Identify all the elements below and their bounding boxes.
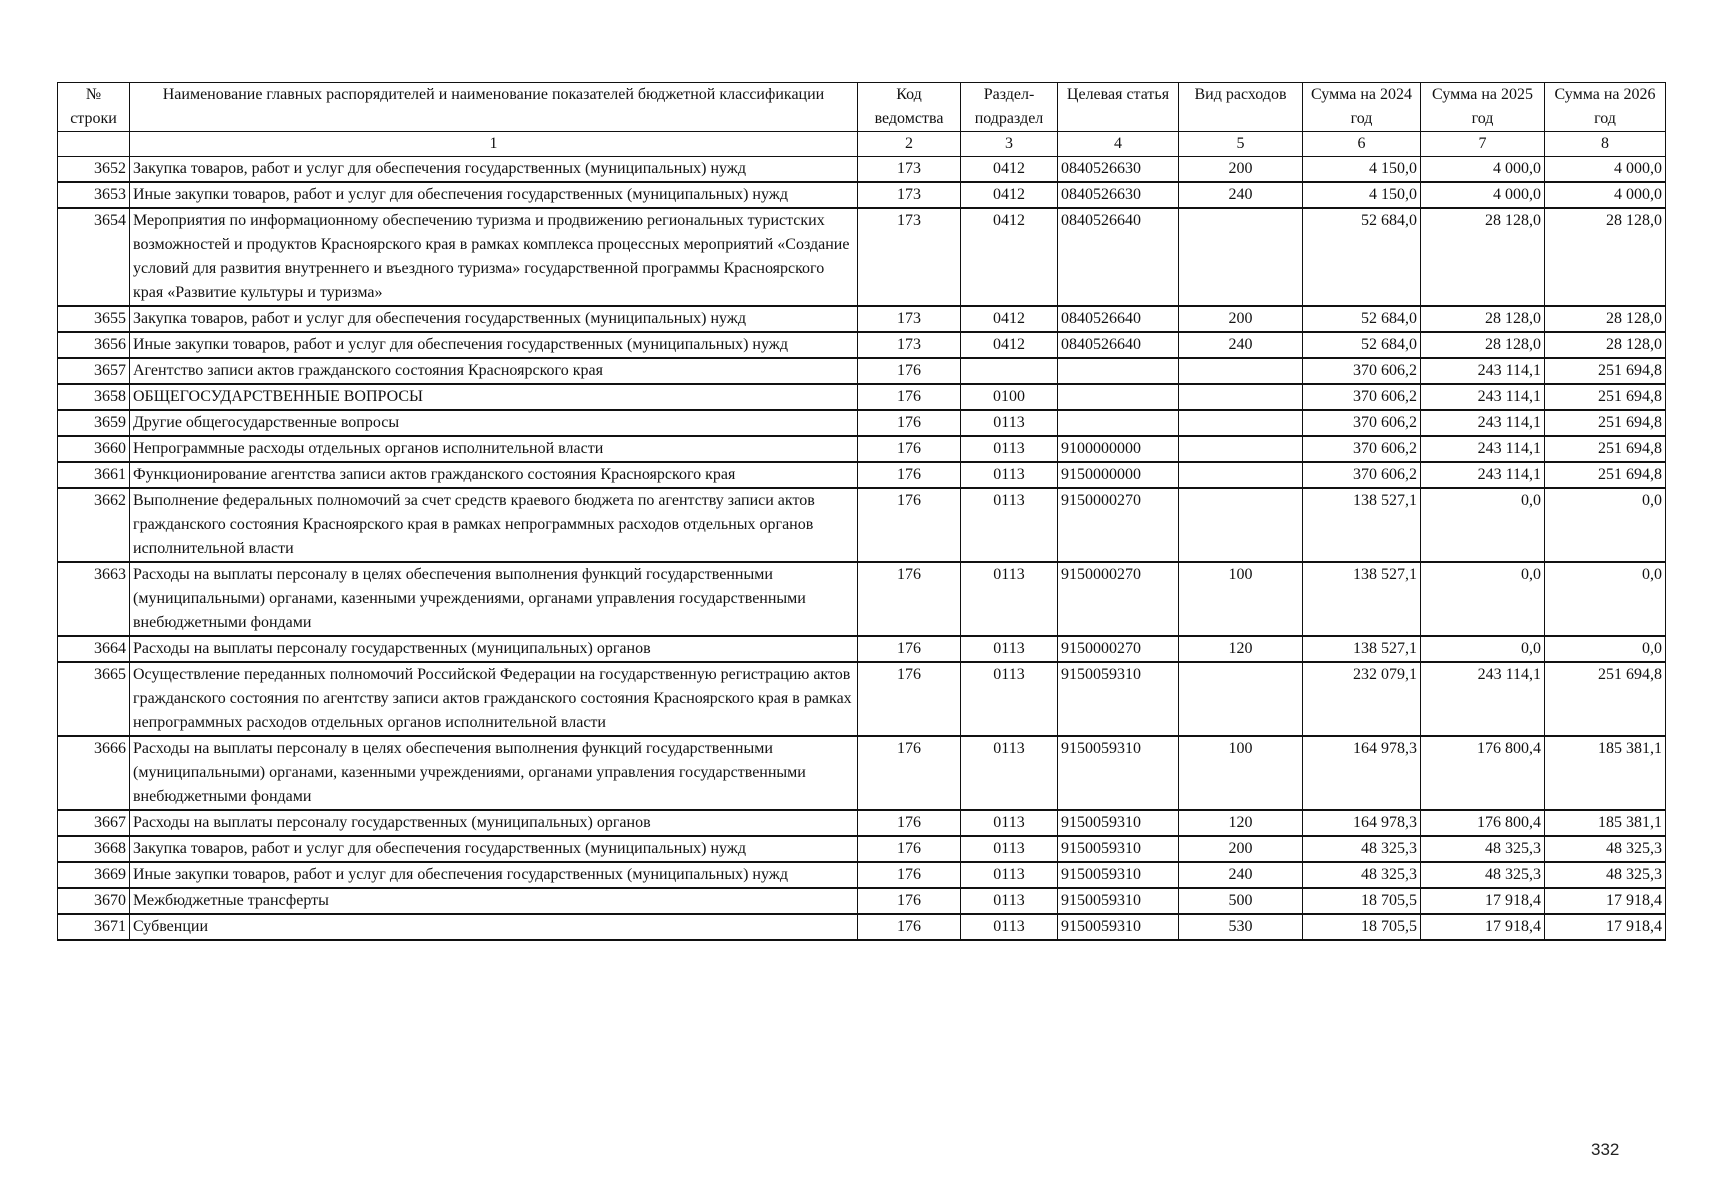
row-dept-code-cell: 173	[858, 157, 961, 183]
header-section: Раздел-подраздел	[961, 83, 1058, 132]
row-sum-2026-cell: 4 000,0	[1545, 182, 1666, 208]
row-dept-code-cell: 176	[858, 810, 961, 836]
row-name-cell: Мероприятия по информационному обеспечению туризма и продвижению региональных туристских возможностей и продуктов Красноярского края в рамках комплекса процессных мероприятий «Создание условий для развития внутреннего и въездного туризма» государственной программы Красноярского края «Развитие культуры и туризма»	[130, 208, 858, 306]
row-sum-2025-cell: 17 918,4	[1421, 888, 1545, 914]
table-row	[58, 836, 1666, 862]
row-kind-cell: 120	[1179, 810, 1303, 836]
column-number-row	[58, 132, 1666, 157]
row-number-cell: 3669	[58, 862, 130, 888]
row-kind-cell: 200	[1179, 306, 1303, 332]
row-target-cell	[1058, 384, 1179, 410]
row-sum-2025-cell: 243 114,1	[1421, 358, 1545, 384]
row-sum-2026-cell: 251 694,8	[1545, 384, 1666, 410]
row-name-cell: Непрограммные расходы отдельных органов исполнительной власти	[130, 436, 858, 462]
row-sum-2026-cell: 251 694,8	[1545, 662, 1666, 736]
row-sum-2024-cell: 164 978,3	[1303, 810, 1421, 836]
row-name-cell: Иные закупки товаров, работ и услуг для обеспечения государственных (муниципальных) нужд	[130, 332, 858, 358]
row-name-cell: ОБЩЕГОСУДАРСТВЕННЫЕ ВОПРОСЫ	[130, 384, 858, 410]
row-target-cell: 0840526640	[1058, 332, 1179, 358]
row-dept-code-cell: 176	[858, 562, 961, 636]
column-number: 4	[1058, 132, 1179, 157]
row-dept-code-cell: 176	[858, 736, 961, 810]
column-number: 1	[130, 132, 858, 157]
row-number-cell: 3658	[58, 384, 130, 410]
row-sum-2024-cell: 164 978,3	[1303, 736, 1421, 810]
row-target-cell: 0840526630	[1058, 157, 1179, 183]
row-number-cell: 3653	[58, 182, 130, 208]
row-target-cell: 9150059310	[1058, 662, 1179, 736]
row-name-cell: Агентство записи актов гражданского состояния Красноярского края	[130, 358, 858, 384]
row-sum-2024-cell: 48 325,3	[1303, 836, 1421, 862]
row-target-cell: 9150059310	[1058, 888, 1179, 914]
row-sum-2024-cell: 370 606,2	[1303, 436, 1421, 462]
row-section-cell: 0412	[961, 332, 1058, 358]
row-dept-code-cell: 176	[858, 462, 961, 488]
row-sum-2024-cell: 370 606,2	[1303, 358, 1421, 384]
row-section-cell: 0113	[961, 462, 1058, 488]
table-row	[58, 488, 1666, 562]
row-kind-cell	[1179, 436, 1303, 462]
row-sum-2024-cell: 370 606,2	[1303, 462, 1421, 488]
row-sum-2026-cell: 48 325,3	[1545, 836, 1666, 862]
row-sum-2026-cell: 28 128,0	[1545, 208, 1666, 306]
row-kind-cell: 200	[1179, 836, 1303, 862]
row-dept-code-cell: 176	[858, 410, 961, 436]
row-number-cell: 3668	[58, 836, 130, 862]
row-target-cell: 9150059310	[1058, 836, 1179, 862]
row-target-cell: 9150000270	[1058, 488, 1179, 562]
row-sum-2025-cell: 243 114,1	[1421, 662, 1545, 736]
row-dept-code-cell: 176	[858, 358, 961, 384]
row-sum-2024-cell: 370 606,2	[1303, 384, 1421, 410]
row-sum-2025-cell: 176 800,4	[1421, 810, 1545, 836]
row-number-cell: 3656	[58, 332, 130, 358]
row-name-cell: Другие общегосударственные вопросы	[130, 410, 858, 436]
row-dept-code-cell: 176	[858, 862, 961, 888]
row-number-cell: 3655	[58, 306, 130, 332]
row-sum-2026-cell: 251 694,8	[1545, 410, 1666, 436]
row-target-cell: 0840526640	[1058, 208, 1179, 306]
row-target-cell: 9150000270	[1058, 562, 1179, 636]
row-name-cell: Расходы на выплаты персоналу в целях обеспечения выполнения функций государственными (муниципальными) органами, казенными учреждениями, органами управления государственными внебюджетными фондами	[130, 736, 858, 810]
table-row	[58, 636, 1666, 662]
row-target-cell: 9150059310	[1058, 862, 1179, 888]
row-sum-2024-cell: 18 705,5	[1303, 888, 1421, 914]
row-section-cell: 0113	[961, 888, 1058, 914]
row-section-cell: 0113	[961, 736, 1058, 810]
row-sum-2025-cell: 243 114,1	[1421, 384, 1545, 410]
header-sum-2026: Сумма на 2026 год	[1545, 83, 1666, 132]
row-sum-2026-cell: 17 918,4	[1545, 888, 1666, 914]
table-row	[58, 332, 1666, 358]
table-row	[58, 888, 1666, 914]
row-dept-code-cell: 176	[858, 436, 961, 462]
row-number-cell: 3671	[58, 914, 130, 940]
row-sum-2026-cell: 185 381,1	[1545, 736, 1666, 810]
row-name-cell: Закупка товаров, работ и услуг для обеспечения государственных (муниципальных) нужд	[130, 306, 858, 332]
row-dept-code-cell: 176	[858, 488, 961, 562]
row-section-cell: 0113	[961, 436, 1058, 462]
table-row	[58, 436, 1666, 462]
row-sum-2024-cell: 4 150,0	[1303, 157, 1421, 183]
row-number-cell: 3663	[58, 562, 130, 636]
row-sum-2026-cell: 0,0	[1545, 488, 1666, 562]
row-sum-2026-cell: 251 694,8	[1545, 462, 1666, 488]
row-dept-code-cell: 176	[858, 914, 961, 940]
row-target-cell: 9100000000	[1058, 436, 1179, 462]
row-target-cell: 9150000270	[1058, 636, 1179, 662]
row-dept-code-cell: 173	[858, 182, 961, 208]
row-section-cell: 0113	[961, 562, 1058, 636]
row-target-cell	[1058, 358, 1179, 384]
column-number: 8	[1545, 132, 1666, 157]
row-number-cell: 3652	[58, 157, 130, 183]
row-number-cell: 3667	[58, 810, 130, 836]
row-target-cell: 0840526630	[1058, 182, 1179, 208]
column-number: 5	[1179, 132, 1303, 157]
budget-table	[57, 82, 1666, 941]
row-kind-cell: 120	[1179, 636, 1303, 662]
row-name-cell: Субвенции	[130, 914, 858, 940]
row-section-cell: 0113	[961, 636, 1058, 662]
row-name-cell: Закупка товаров, работ и услуг для обеспечения государственных (муниципальных) нужд	[130, 836, 858, 862]
row-section-cell: 0113	[961, 810, 1058, 836]
row-number-cell: 3657	[58, 358, 130, 384]
row-name-cell: Иные закупки товаров, работ и услуг для обеспечения государственных (муниципальных) нужд	[130, 862, 858, 888]
row-sum-2024-cell: 18 705,5	[1303, 914, 1421, 940]
row-section-cell: 0412	[961, 306, 1058, 332]
row-section-cell: 0113	[961, 914, 1058, 940]
row-dept-code-cell: 176	[858, 384, 961, 410]
header-target: Целевая статья	[1058, 83, 1179, 132]
table-row	[58, 462, 1666, 488]
row-sum-2025-cell: 0,0	[1421, 562, 1545, 636]
row-sum-2024-cell: 138 527,1	[1303, 636, 1421, 662]
column-number: 6	[1303, 132, 1421, 157]
header-row	[58, 83, 1666, 132]
row-name-cell: Расходы на выплаты персоналу государственных (муниципальных) органов	[130, 810, 858, 836]
row-number-cell: 3665	[58, 662, 130, 736]
row-number-cell: 3654	[58, 208, 130, 306]
page-number: 332	[1591, 1140, 1620, 1159]
table-body	[58, 157, 1666, 941]
table-row	[58, 208, 1666, 306]
column-number: 7	[1421, 132, 1545, 157]
row-sum-2026-cell: 251 694,8	[1545, 436, 1666, 462]
row-target-cell: 9150059310	[1058, 914, 1179, 940]
row-number-cell: 3662	[58, 488, 130, 562]
table-row	[58, 358, 1666, 384]
row-dept-code-cell: 176	[858, 888, 961, 914]
row-section-cell: 0412	[961, 157, 1058, 183]
row-sum-2025-cell: 28 128,0	[1421, 208, 1545, 306]
table-row	[58, 182, 1666, 208]
row-number-cell: 3664	[58, 636, 130, 662]
row-sum-2026-cell: 0,0	[1545, 562, 1666, 636]
column-number: 3	[961, 132, 1058, 157]
table-row	[58, 562, 1666, 636]
row-name-cell: Выполнение федеральных полномочий за счет средств краевого бюджета по агентству записи актов гражданского состояния Красноярского края в рамках непрограммных расходов отдельных органов исполнительной власти	[130, 488, 858, 562]
row-sum-2025-cell: 28 128,0	[1421, 332, 1545, 358]
column-number	[58, 132, 130, 157]
table-row	[58, 384, 1666, 410]
row-number-cell: 3670	[58, 888, 130, 914]
row-kind-cell	[1179, 662, 1303, 736]
row-section-cell: 0113	[961, 836, 1058, 862]
table-row	[58, 662, 1666, 736]
row-sum-2025-cell: 48 325,3	[1421, 836, 1545, 862]
row-kind-cell	[1179, 384, 1303, 410]
row-target-cell: 9150059310	[1058, 810, 1179, 836]
row-sum-2025-cell: 4 000,0	[1421, 157, 1545, 183]
row-section-cell: 0113	[961, 488, 1058, 562]
row-dept-code-cell: 173	[858, 208, 961, 306]
table-row	[58, 914, 1666, 940]
header-name: Наименование главных распорядителей и наименование показателей бюджетной классификации	[130, 83, 858, 132]
row-name-cell: Расходы на выплаты персоналу государственных (муниципальных) органов	[130, 636, 858, 662]
row-kind-cell	[1179, 410, 1303, 436]
header-kind: Вид расходов	[1179, 83, 1303, 132]
row-sum-2024-cell: 48 325,3	[1303, 862, 1421, 888]
row-number-cell: 3660	[58, 436, 130, 462]
row-sum-2024-cell: 370 606,2	[1303, 410, 1421, 436]
header-sum-2024: Сумма на 2024 год	[1303, 83, 1421, 132]
row-number-cell: 3666	[58, 736, 130, 810]
column-number: 2	[858, 132, 961, 157]
row-sum-2025-cell: 4 000,0	[1421, 182, 1545, 208]
row-kind-cell: 240	[1179, 862, 1303, 888]
row-sum-2026-cell: 0,0	[1545, 636, 1666, 662]
row-sum-2024-cell: 138 527,1	[1303, 562, 1421, 636]
row-sum-2024-cell: 52 684,0	[1303, 208, 1421, 306]
row-sum-2024-cell: 4 150,0	[1303, 182, 1421, 208]
row-name-cell: Межбюджетные трансферты	[130, 888, 858, 914]
row-name-cell: Иные закупки товаров, работ и услуг для обеспечения государственных (муниципальных) нужд	[130, 182, 858, 208]
row-section-cell	[961, 358, 1058, 384]
row-sum-2025-cell: 243 114,1	[1421, 436, 1545, 462]
row-number-cell: 3659	[58, 410, 130, 436]
table-row	[58, 862, 1666, 888]
row-sum-2026-cell: 28 128,0	[1545, 306, 1666, 332]
table-row	[58, 157, 1666, 183]
row-sum-2024-cell: 52 684,0	[1303, 306, 1421, 332]
row-name-cell: Осуществление переданных полномочий Российской Федерации на государственную регистрацию актов гражданского состояния по агентству записи актов гражданского состояния Красноярского края в рамках непрограммных расходов отдельных органов исполнительной власти	[130, 662, 858, 736]
header-sum-2025: Сумма на 2025 год	[1421, 83, 1545, 132]
row-dept-code-cell: 173	[858, 332, 961, 358]
row-sum-2024-cell: 52 684,0	[1303, 332, 1421, 358]
row-kind-cell: 200	[1179, 157, 1303, 183]
row-kind-cell	[1179, 462, 1303, 488]
header-row-no: № строки	[58, 83, 130, 132]
row-kind-cell: 500	[1179, 888, 1303, 914]
row-dept-code-cell: 176	[858, 636, 961, 662]
row-dept-code-cell: 176	[858, 836, 961, 862]
row-kind-cell	[1179, 358, 1303, 384]
row-target-cell: 9150000000	[1058, 462, 1179, 488]
row-kind-cell: 530	[1179, 914, 1303, 940]
row-sum-2024-cell: 138 527,1	[1303, 488, 1421, 562]
row-section-cell: 0113	[961, 410, 1058, 436]
row-target-cell	[1058, 410, 1179, 436]
row-dept-code-cell: 173	[858, 306, 961, 332]
row-sum-2026-cell: 185 381,1	[1545, 810, 1666, 836]
header-dept-code: Код ведомства	[858, 83, 961, 132]
row-section-cell: 0113	[961, 662, 1058, 736]
row-target-cell: 0840526640	[1058, 306, 1179, 332]
row-section-cell: 0113	[961, 862, 1058, 888]
row-number-cell: 3661	[58, 462, 130, 488]
row-section-cell: 0412	[961, 182, 1058, 208]
row-section-cell: 0100	[961, 384, 1058, 410]
row-kind-cell: 100	[1179, 562, 1303, 636]
row-sum-2026-cell: 4 000,0	[1545, 157, 1666, 183]
row-kind-cell: 240	[1179, 332, 1303, 358]
row-sum-2025-cell: 176 800,4	[1421, 736, 1545, 810]
table-row	[58, 410, 1666, 436]
row-sum-2026-cell: 28 128,0	[1545, 332, 1666, 358]
row-name-cell: Расходы на выплаты персоналу в целях обеспечения выполнения функций государственными (муниципальными) органами, казенными учреждениями, органами управления государственными внебюджетными фондами	[130, 562, 858, 636]
row-section-cell: 0412	[961, 208, 1058, 306]
row-sum-2026-cell: 17 918,4	[1545, 914, 1666, 940]
table-row	[58, 810, 1666, 836]
table-row	[58, 736, 1666, 810]
row-kind-cell	[1179, 488, 1303, 562]
row-kind-cell: 240	[1179, 182, 1303, 208]
row-sum-2025-cell: 0,0	[1421, 488, 1545, 562]
table-header	[58, 83, 1666, 157]
row-sum-2024-cell: 232 079,1	[1303, 662, 1421, 736]
row-sum-2026-cell: 48 325,3	[1545, 862, 1666, 888]
row-sum-2025-cell: 28 128,0	[1421, 306, 1545, 332]
budget-table-container	[57, 82, 1666, 941]
row-name-cell: Закупка товаров, работ и услуг для обеспечения государственных (муниципальных) нужд	[130, 157, 858, 183]
row-sum-2025-cell: 0,0	[1421, 636, 1545, 662]
row-name-cell: Функционирование агентства записи актов гражданского состояния Красноярского края	[130, 462, 858, 488]
row-kind-cell: 100	[1179, 736, 1303, 810]
table-row	[58, 306, 1666, 332]
row-sum-2025-cell: 17 918,4	[1421, 914, 1545, 940]
row-dept-code-cell: 176	[858, 662, 961, 736]
row-sum-2025-cell: 243 114,1	[1421, 462, 1545, 488]
row-sum-2026-cell: 251 694,8	[1545, 358, 1666, 384]
row-sum-2025-cell: 48 325,3	[1421, 862, 1545, 888]
row-kind-cell	[1179, 208, 1303, 306]
row-target-cell: 9150059310	[1058, 736, 1179, 810]
row-sum-2025-cell: 243 114,1	[1421, 410, 1545, 436]
